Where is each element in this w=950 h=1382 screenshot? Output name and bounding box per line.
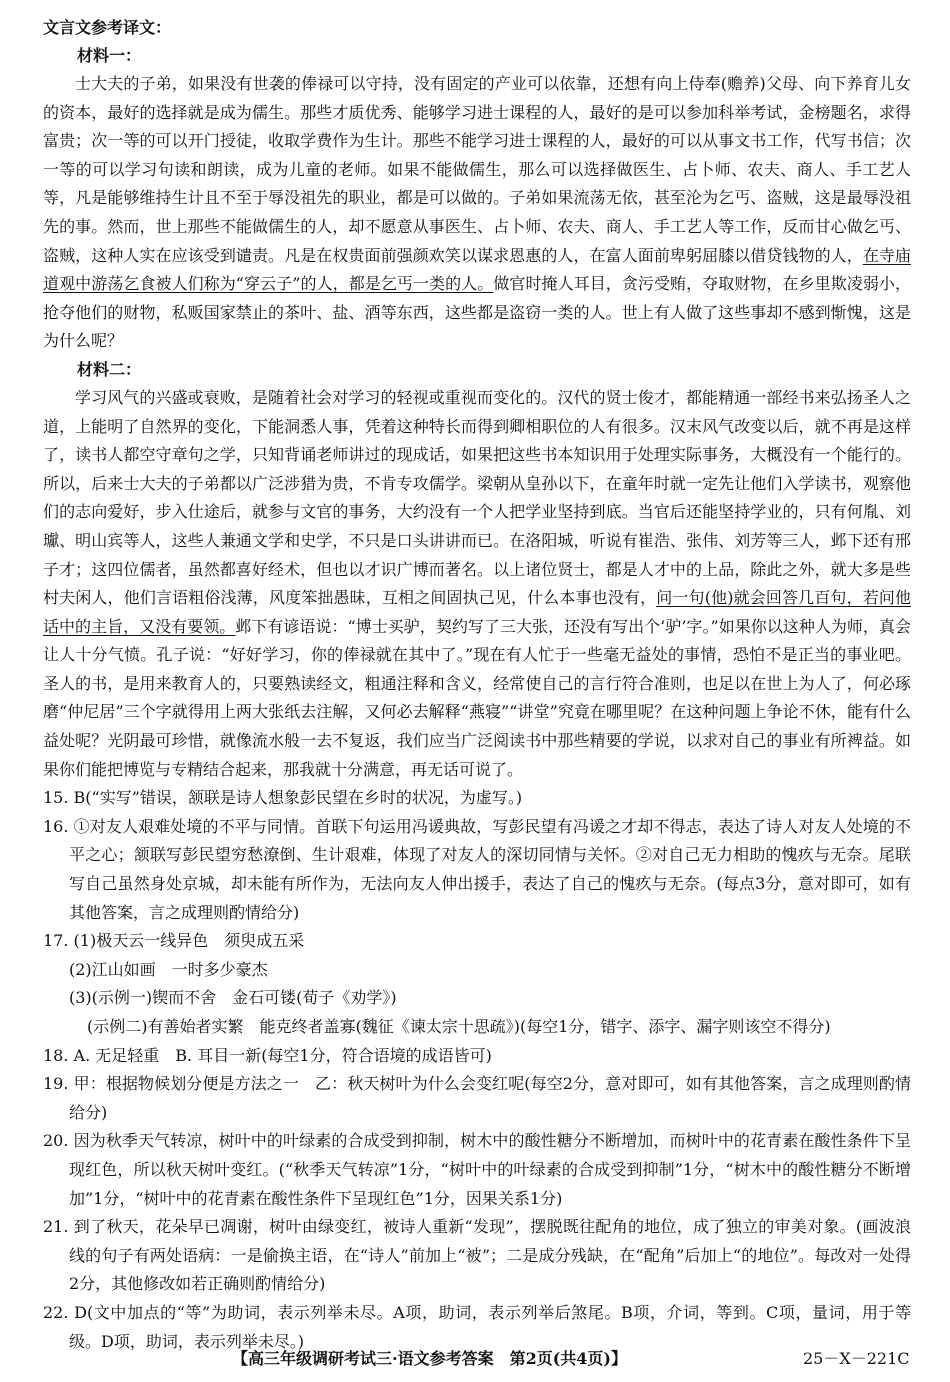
material-two-text-b: 邺下有谚语说：“博士买驴，契约写了三大张，还没有写出个‘驴’字。”如果你以这种人为师，真会让人十分气愤。孔子说：“好好学习，你的俸禄就在其中了。”现在有人忙于一些毫无益处的事情，恐怕不是正当的事业吧。圣人的书，是用来教育人的，只要熟读经文，粗通注释和含义，经常使自己的言行符合准则，也足以在世上为人了，何必琢磨“仲尼居”三个字就得用上两大张纸去注解，又何必去解释“燕寝”“讲堂”究竟在哪里呢？在这种问题上争论不休，能有什么益处呢？光阴最可珍惜，就像流水般一去不复返，我们应当广泛阅读书中那些精要的学说，以求对自己的事业有所裨益。如果你们能把博览与专精结合起来，那我就十分满意，再无话可说了。 <box>43 616 911 779</box>
answer-17: 17. (1)极天云一线异色 须臾成五采 <box>43 931 305 951</box>
answer-19: 19. 甲：根据物候划分便是方法之一 乙：秋天树叶为什么会变红呢(每空2分，意对即可，如有其他答案，言之成理则酌情给分) <box>43 1074 911 1122</box>
answer-page <box>43 14 911 1356</box>
material-two-text-a: 学习风气的兴盛或衰败，是随着社会对学习的轻视或重视而变化的。汉代的贤士俊才，都能精通一部经书来弘扬圣人之道，上能明了自然界的变化，下能洞悉人事，凭着这种特长而得到卿相职位的人有很多。汉末风气改变以后，就不再是这样了，读书人都空守章句之学，只知背诵老师讲过的现成话，如果把这些书本知识用于处理实际事务，大概没有一个能行的。所以，后来士大夫的子弟都以广泛涉猎为贵，不肯专攻儒学。梁朝从皇孙以下，在童年时就一定先让他们入学读书，观察他们的志向爱好，步入仕途后，就参与文官的事务，大约没有一个人把学业坚持到底。当官后还能坚持学业的，只有何胤、刘瓛、明山宾等人，这些人兼通文学和史学，不只是口头讲讲而已。在洛阳城，听说有崔浩、张伟、刘芳等三人，邺下还有邢子才；这四位儒者，虽然都喜好经术，但也以才识广博而著名。以上诸位贤士，都是人才中的上品，除此之外，就大多是些村夫闲人，他们言语粗俗浅薄，风度笨拙愚昧，互相之间固执己见，什么本事也没有， <box>43 387 911 608</box>
answer-18: 18. A. 无足轻重 B. 耳目一新(每空1分，符合语境的成语皆可) <box>43 1045 492 1065</box>
answer-15: 15. B(“实写”错误，颔联是诗人想象彭民望在乡时的状况，为虚写。) <box>43 788 523 808</box>
page-footer <box>0 1346 950 1372</box>
material-one-text-a: 士大夫的子弟，如果没有世袭的俸禄可以守持，没有固定的产业可以依靠，还想有向上侍奉(赡养)父母、向下养育儿女的资本，最好的选择就是成为儒生。那些才质优秀、能够学习进士课程的人，最好的是可以参加科举考试，金榜题名，求得富贵；次一等的可以开门授徒，收取学费作为生计。那些不能学习进士课程的人，最好的可以从事文书工作，代写书信；次一等的可以学习句读和朗读，成为儿童的老师。如果不能做儒生，那么可以选择做医生、占卜师、农夫、商人、手工艺人等，凡是能够维持生计且不至于辱没祖先的职业，都是可以做的。子弟如果流荡无依，甚至沦为乞丐、盗贼，这是最辱没祖先的事。然而，世上那些不能做儒生的人，却不愿意从事医生、占卜师、农夫、商人、手工艺人等工作，反而甘心做乞丐、盗贼，这种人实在应该受到谴责。凡是在权贵面前强颜欢笑以谋求恩惠的人，在富人面前卑躬屈膝以借贷钱物的人， <box>43 74 911 265</box>
footer-title: 【高三年级调研考试三·语文参考答案 第2页(共4页)】 <box>232 1349 627 1368</box>
section-title: 文言文参考译文： <box>43 18 172 37</box>
material-one-text-b: 做官时掩人耳目，贪污受贿，夺取财物，在乡里欺凌弱小，抢夺他们的财物，私贩国家禁止的茶叶、盐、酒等东西，这些都是盗窃一类的人。世上有人做了这些事却不感到惭愧，这是为什么呢？ <box>43 274 911 351</box>
answer-16: 16. ①对友人艰难处境的不平与同情。首联下句运用冯谖典故，写彭民望有冯谖之才却不得志，表达了诗人对友人处境的不平之心；颔联写彭民望穷愁潦倒、生计艰难，体现了对友人的深切同情与关怀。②对自己无力相助的愧疚与无奈。尾联写自己虽然身处京城，却未能有所作为，无法向友人伸出援手，表达了自己的愧疚与无奈。(每点3分，意对即可，如有其他答案，言之成理则酌情给分) <box>43 816 911 922</box>
answer-20: 20. 因为秋季天气转凉，树叶中的叶绿素的合成受到抑制，树木中的酸性糖分不断增加，而树叶中的花青素在酸性条件下呈现红色，所以秋天树叶变红。(“秋季天气转凉”1分，“树叶中的叶绿素的合成受到抑制”1分，“树木中的酸性糖分不断增加”1分，“树叶中的花青素在酸性条件下呈现红色”1分，因果关系1分) <box>43 1131 911 1208</box>
answer-17-3: (3)(示例一)锲而不舍 金石可镂(荀子《劝学》) <box>69 988 397 1008</box>
answer-22: 22. D(文中加点的“等”为助词，表示列举未尽。A项，助词，表示列举后煞尾。B项，介词，等到。C项，量词，用于等级。D项，助词，表示列举未尽。) <box>43 1302 911 1351</box>
material-one-underlined: 在寺庙道观中游荡乞食被人们称为“穿云子”的人，都是乞丐一类的人。 <box>43 245 911 294</box>
answer-17-2: (2)江山如画 一时多少豪杰 <box>69 959 268 979</box>
answer-17-4: (示例二)有善始者实繁 能克终者盖寡(魏征《谏太宗十思疏》)(每空1分，错字、添字、漏字则该空不得分) <box>87 1017 831 1036</box>
material-two-underlined: 问一句(他)就会回答几百句，若问他话中的主旨，又没有要领。 <box>43 588 911 636</box>
material-two-label: 材料二： <box>77 359 142 379</box>
answer-21: 21. 到了秋天，花朵早已凋谢，树叶由绿变红，被诗人重新“发现”，摆脱既往配角的地位，成了独立的审美对象。(画波浪线的句子有两处语病：一是偷换主语，在“诗人”前加上“被”；二是成分残缺，在“配角”后加上“的地位”。每改对一处得2分，其他修改如若正确则酌情给分) <box>43 1217 911 1294</box>
material-two-text <box>43 384 911 784</box>
material-one-text <box>43 70 911 356</box>
material-one-label: 材料一： <box>77 46 142 65</box>
footer-code: 25－X－221C <box>803 1349 910 1368</box>
